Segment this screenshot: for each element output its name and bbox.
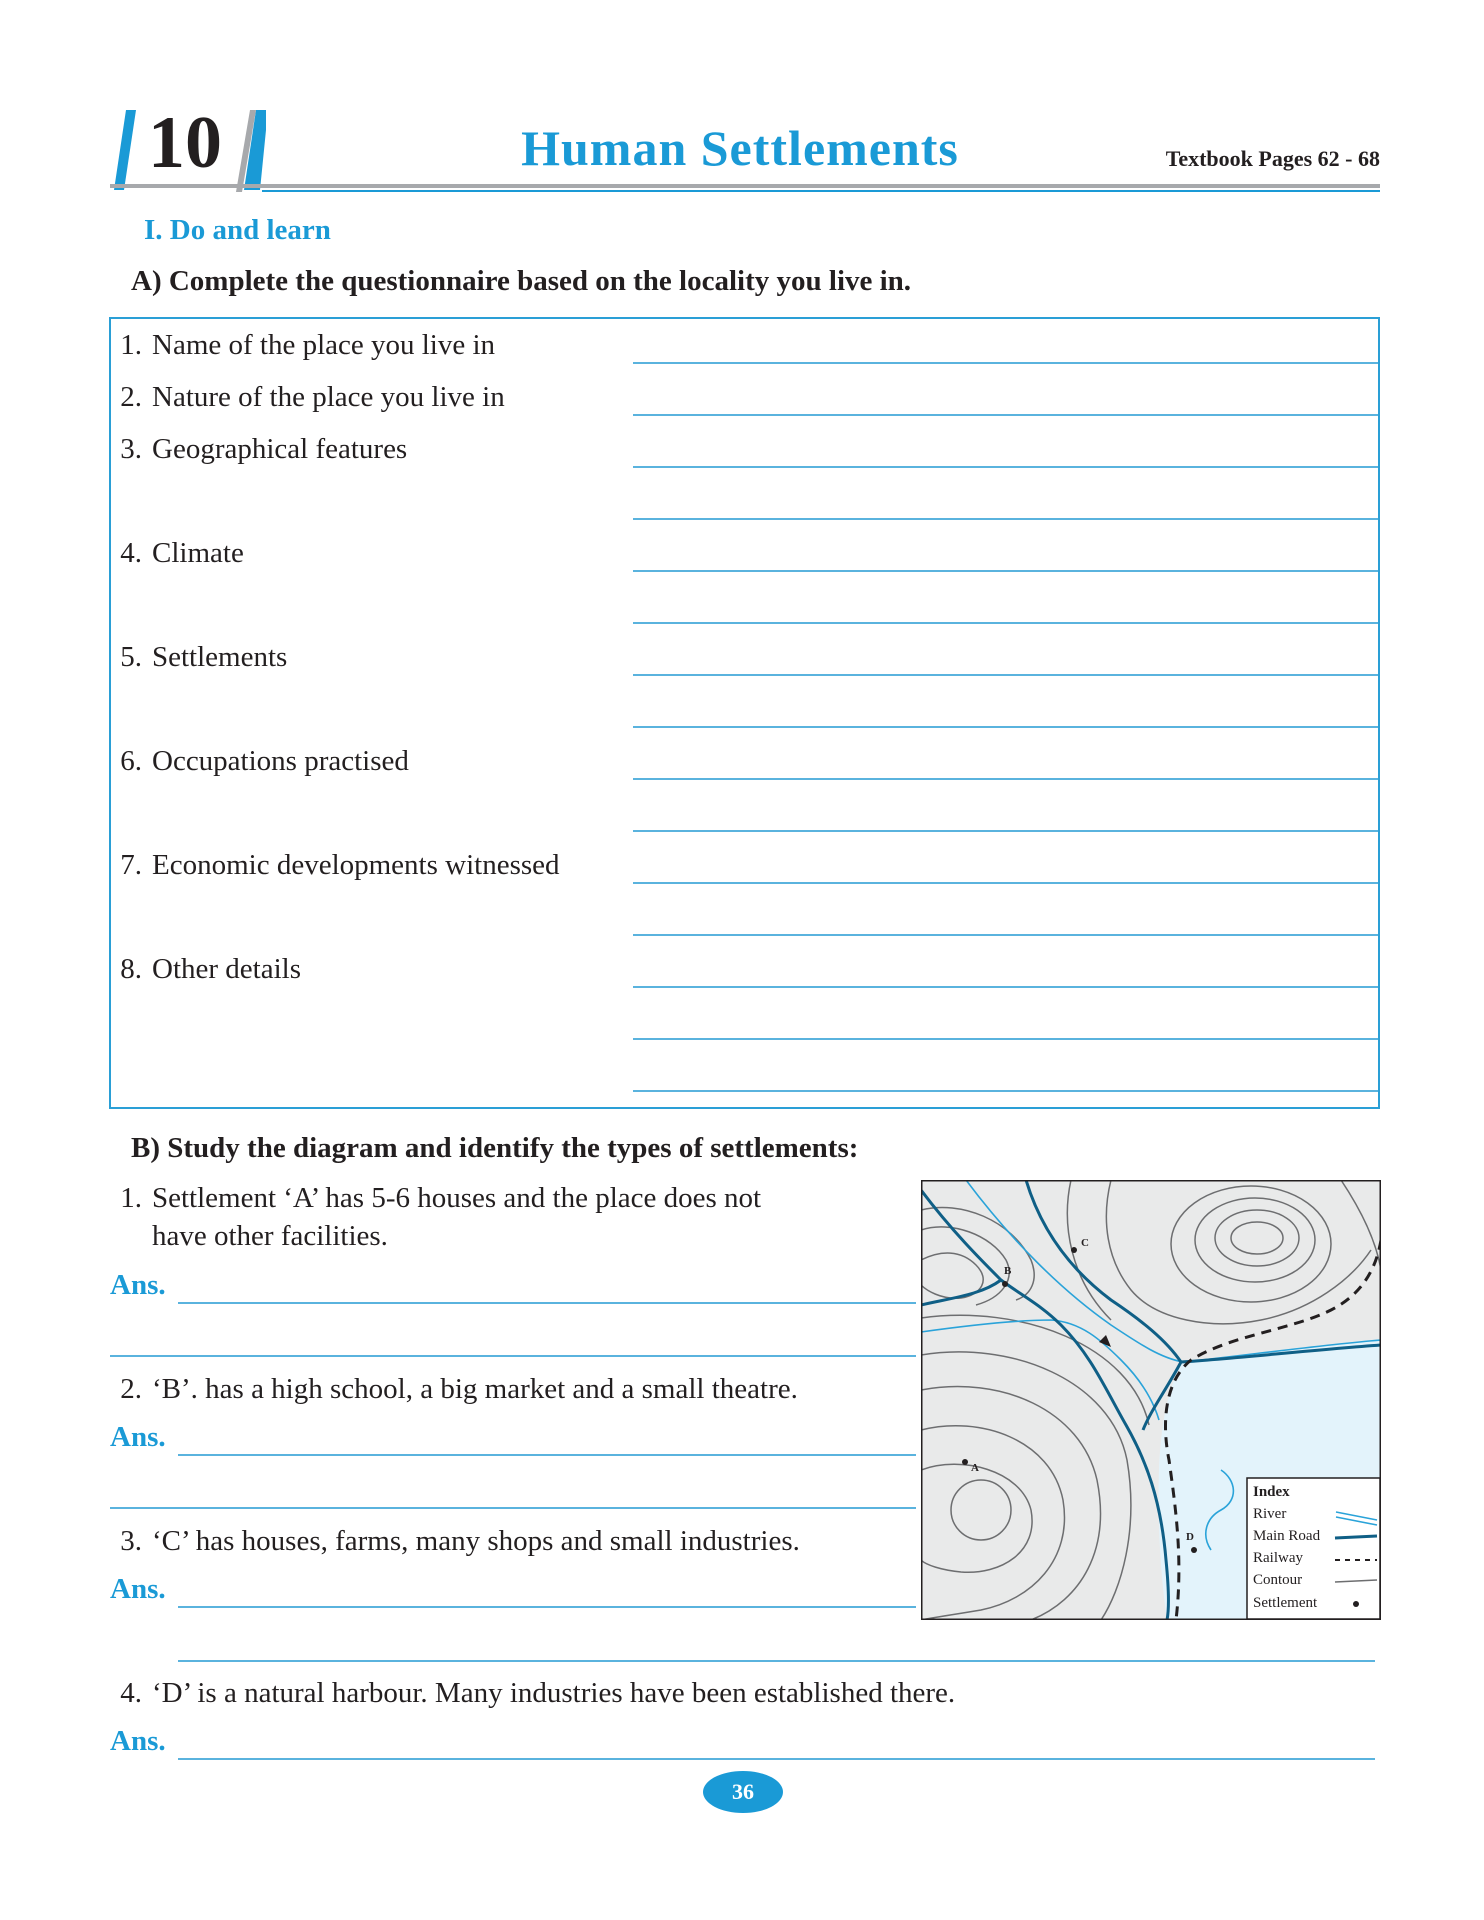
legend-railway: Railway: [1253, 1550, 1303, 1566]
settlement-label-c: C: [1081, 1237, 1089, 1249]
answer-line[interactable]: [178, 1606, 916, 1608]
answer-label: Ans.: [110, 1573, 166, 1605]
answer-line[interactable]: [633, 726, 1378, 728]
settlement-dot-d: [1191, 1547, 1197, 1553]
answer-label: Ans.: [110, 1269, 166, 1301]
legend-title: Index: [1253, 1484, 1290, 1500]
answer-label: Ans.: [110, 1421, 166, 1453]
answer-line[interactable]: [633, 622, 1378, 624]
answer-line[interactable]: [633, 1090, 1378, 1092]
answer-line[interactable]: [633, 882, 1378, 884]
answer-line[interactable]: [178, 1454, 916, 1456]
answer-line[interactable]: [633, 518, 1378, 520]
answer-line[interactable]: [633, 830, 1378, 832]
settlement-dot-b: [1002, 1281, 1008, 1287]
part-a-heading: A) Complete the questionnaire based on the locality you live in.: [131, 265, 912, 297]
legend-river: River: [1253, 1506, 1287, 1522]
settlement-map: [921, 1180, 1381, 1620]
answer-line[interactable]: [178, 1758, 1375, 1760]
settlement-dot-a: [962, 1459, 968, 1465]
answer-line[interactable]: [633, 414, 1378, 416]
legend-contour: Contour: [1253, 1572, 1303, 1588]
page-number: 36: [703, 1771, 783, 1813]
legend-settlement: Settlement: [1253, 1595, 1318, 1611]
answer-line[interactable]: [633, 778, 1378, 780]
answer-line[interactable]: [633, 934, 1378, 936]
textbook-pages-reference: Textbook Pages 62 - 68: [1165, 146, 1380, 171]
answer-line[interactable]: [178, 1302, 916, 1304]
answer-line[interactable]: [633, 466, 1378, 468]
settlement-label-a: A: [971, 1462, 979, 1474]
legend-main-road: Main Road: [1253, 1528, 1321, 1544]
answer-label: Ans.: [110, 1725, 166, 1757]
answer-line[interactable]: [633, 362, 1378, 364]
answer-line[interactable]: [633, 986, 1378, 988]
answer-line[interactable]: [178, 1660, 1375, 1662]
answer-line[interactable]: [633, 674, 1378, 676]
chapter-number: 10: [148, 102, 222, 184]
header-rule-blue: [262, 190, 1380, 192]
answer-line[interactable]: [110, 1507, 916, 1509]
part-b-heading: B) Study the diagram and identify the types of settlements:: [131, 1132, 859, 1164]
chapter-title: Human Settlements: [521, 120, 959, 176]
section-heading: I. Do and learn: [144, 214, 331, 246]
answer-line[interactable]: [633, 1038, 1378, 1040]
answer-line[interactable]: [633, 570, 1378, 572]
settlement-dot-c: [1071, 1247, 1077, 1253]
answer-line[interactable]: [110, 1355, 916, 1357]
settlement-label-b: B: [1004, 1265, 1012, 1277]
settlement-label-d: D: [1186, 1531, 1194, 1543]
header-rule-gray: [110, 184, 1380, 188]
